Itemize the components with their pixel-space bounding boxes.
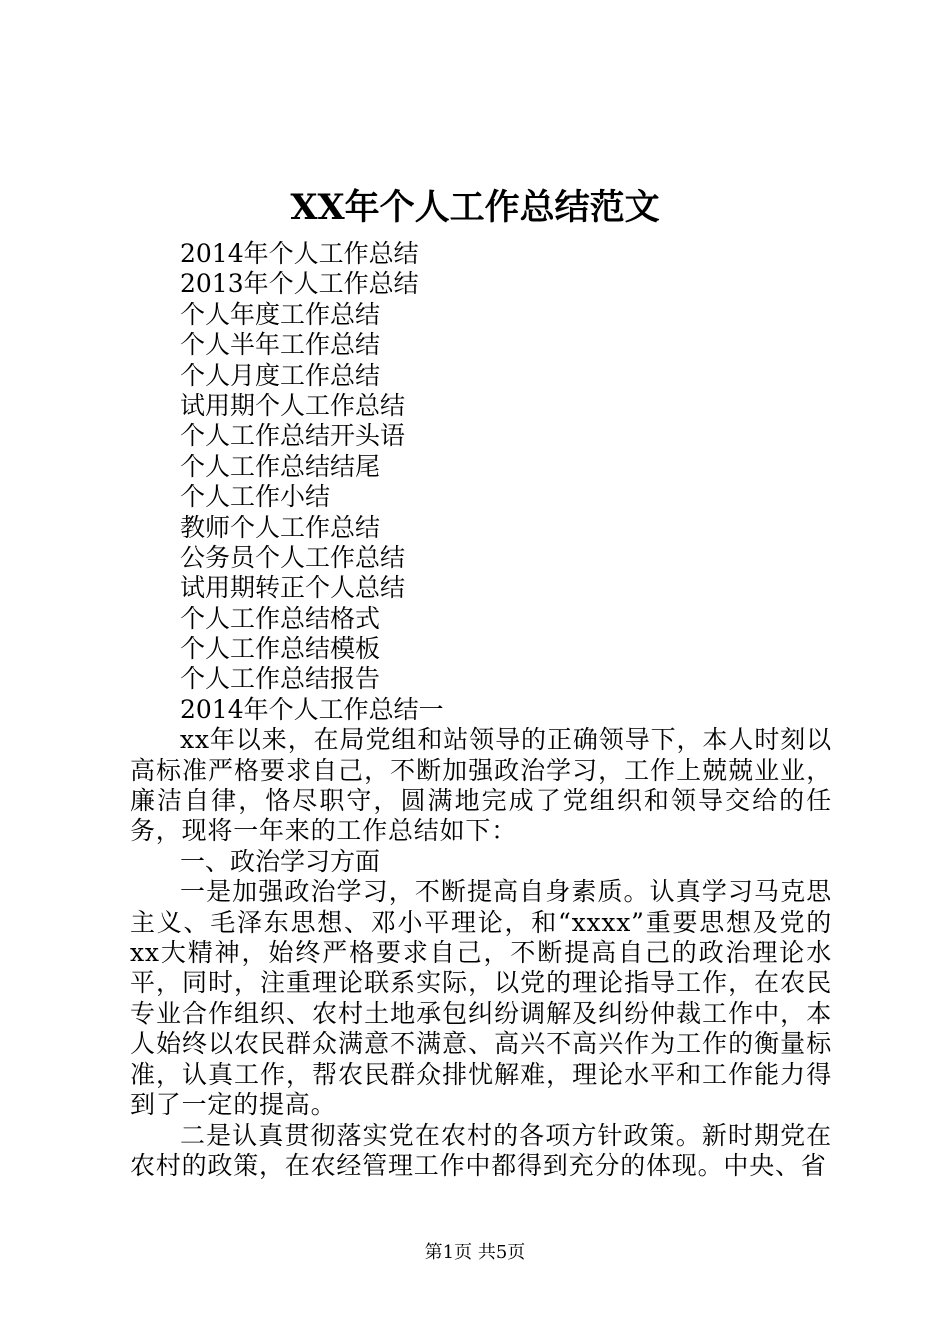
- toc-item: 个人工作总结格式: [180, 603, 381, 633]
- document-body: [130, 239, 832, 1181]
- toc-item: 2013年个人工作总结: [180, 269, 419, 299]
- toc-item: 2014年个人工作总结: [180, 239, 419, 268]
- body-paragraph: 二是认真贯彻落实党在农村的各项方针政策。新时期党在农村的政策，在农经管理工作中都得到充分的体现。中央、省: [130, 1120, 832, 1180]
- page-number-footer: 第1页 共5页: [424, 1242, 526, 1263]
- section-title: 2014年个人工作总结一: [180, 694, 444, 724]
- toc-item: 试用期个人工作总结: [180, 390, 406, 420]
- toc-item: 个人工作总结结尾: [180, 451, 381, 481]
- body-paragraph: 一是加强政治学习，不断提高自身素质。认真学习马克思主义、毛泽东思想、邓小平理论，和“xxxx”重要思想及党的xx大精神，始终严格要求自己，不断提高自己的政治理论水平，同时，注重理论联系实际，以党的理论指导工作，在农民专业合作组织、农村土地承包纠纷调解及纠纷仲裁工作中，本人始终以农民群众满意不满意、高兴不高兴作为工作的衡量标准，认真工作，帮农民群众排忧解难，理论水平和工作能力得到了一定的提高。: [130, 877, 832, 1120]
- section-heading: 一、政治学习方面: [180, 846, 381, 876]
- toc-item: 个人月度工作总结: [180, 360, 381, 390]
- toc-item: 个人工作总结模板: [180, 634, 381, 664]
- toc-item: 个人工作总结开头语: [180, 421, 406, 451]
- toc-item: 个人年度工作总结: [180, 299, 381, 329]
- toc-item: 个人工作小结: [180, 482, 331, 512]
- toc-item: 公务员个人工作总结: [180, 542, 406, 572]
- intro-paragraph: xx年以来，在局党组和站领导的正确领导下，本人时刻以高标准严格要求自己，不断加强政治学习，工作上兢兢业业，廉洁自律，恪尽职守，圆满地完成了党组织和领导交给的任务，现将一年来的工作总结如下：: [130, 725, 832, 846]
- document-title: XX年个人工作总结范文: [290, 187, 660, 228]
- toc-item: 教师个人工作总结: [180, 512, 381, 542]
- toc-item: 试用期转正个人总结: [180, 573, 406, 603]
- toc-item: 个人半年工作总结: [180, 330, 381, 360]
- toc-item: 个人工作总结报告: [180, 664, 381, 694]
